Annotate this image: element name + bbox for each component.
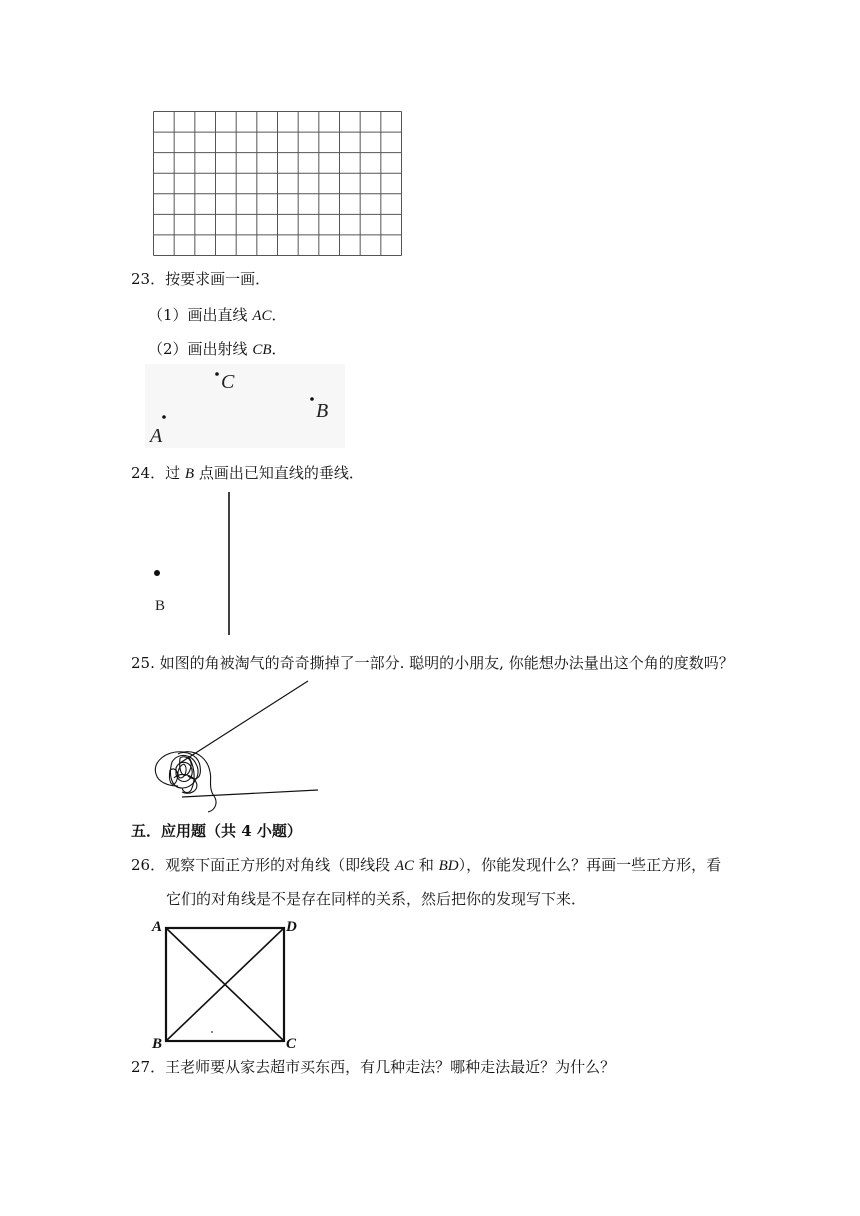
label-b: B (152, 1036, 163, 1050)
angle-ray-lower (182, 790, 318, 797)
section-title: 五．应用题（共 4 小题） (131, 822, 302, 840)
perpendicular-figure (145, 490, 245, 640)
label-a: A (150, 425, 163, 447)
torn-angle-figure (150, 678, 322, 814)
question-number: 23． (131, 270, 166, 288)
label-b: B (155, 598, 166, 614)
question-text: 按要求画一画． (165, 270, 271, 288)
point-b (154, 570, 160, 576)
label-c: C (221, 371, 235, 393)
label-a: A (152, 919, 163, 935)
point-c (215, 372, 219, 376)
point-a (162, 415, 166, 419)
question-27: 27．王老师要从家去超市买东西，有几种走法？哪种走法最近？为什么？ (131, 1058, 616, 1076)
label-d: D (286, 919, 297, 935)
question-25: 25. 如图的角被淘气的奇奇撕掉了一部分. 聪明的小朋友, 你能想办法量出这个角的度数吗？ (131, 654, 734, 672)
grid-figure (153, 111, 402, 256)
question-23-part-1: （1）画出直线 AC． (148, 306, 287, 324)
question-23-part-2: （2）画出射线 CB． (148, 340, 287, 358)
square-diagonals-figure (150, 916, 300, 1050)
angle-ray-upper (180, 681, 308, 763)
question-23 (131, 269, 270, 289)
label-c: C (286, 1036, 297, 1050)
label-b: B (316, 400, 329, 422)
point-b (310, 397, 314, 401)
points-figure (145, 364, 345, 448)
question-24: 24．过 B 点画出已知直线的垂线． (131, 464, 364, 482)
question-26: 26．观察下面正方形的对角线（即线段 AC 和 BD），你能发现什么？再画一些正方形，看 (131, 856, 722, 874)
question-26-line-2: 它们的对角线是不是存在同样的关系，然后把你的发现写下来． (166, 890, 587, 908)
scribble-icon (155, 752, 216, 812)
